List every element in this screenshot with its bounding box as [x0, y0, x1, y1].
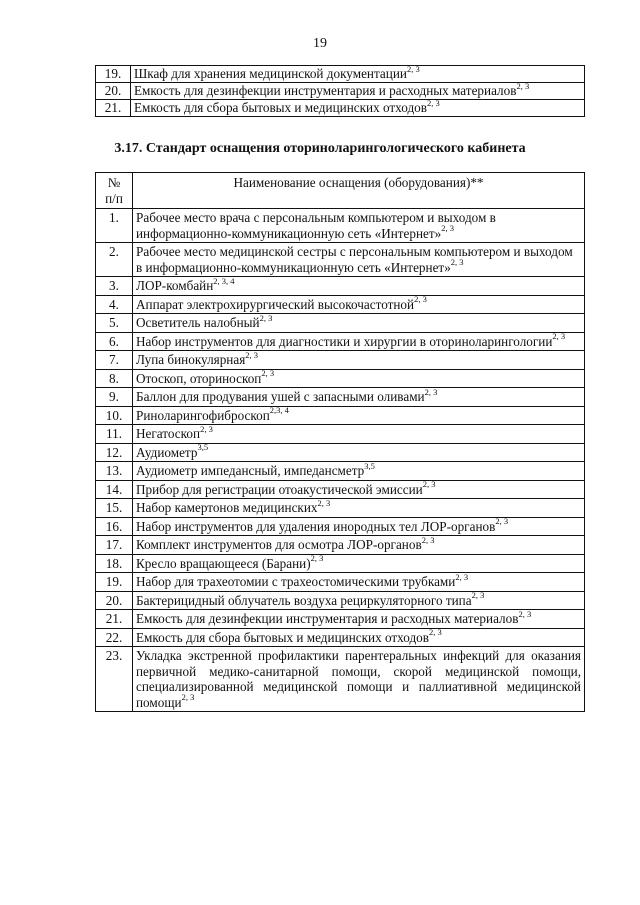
- equipment-name: [133, 332, 585, 351]
- row-number: 22.: [96, 628, 133, 647]
- equipment-name-text: Прибор для регистрации отоакустической эмиссии: [136, 481, 423, 497]
- equipment-name-text: Кресло вращающееся (Барани): [136, 555, 311, 571]
- equipment-name-text: Рабочее место медицинской сестры с персональным компьютером и выходом в информационно-коммуникационную сеть «Интернет»: [136, 244, 573, 275]
- footnote-ref: 2,3, 4: [269, 405, 289, 416]
- footnote-ref: 2, 3: [181, 692, 195, 703]
- row-number: 1.: [96, 209, 133, 243]
- table-row: [96, 388, 585, 407]
- table-header-row: [96, 173, 585, 209]
- row-number: 8.: [96, 369, 133, 388]
- row-number: 2.: [96, 243, 133, 277]
- row-number: 11.: [96, 425, 133, 444]
- equipment-name: [133, 610, 585, 629]
- table-row: [96, 351, 585, 370]
- table-row: [96, 83, 585, 100]
- equipment-name-text: Аппарат электрохирургический высокочастотной: [136, 296, 415, 312]
- equipment-name: [133, 554, 585, 573]
- row-number: 3.: [96, 277, 133, 296]
- equipment-name-text: Осветитель налобный: [136, 315, 260, 330]
- footnote-ref: 2, 3: [495, 516, 509, 527]
- table-row: [96, 243, 585, 277]
- footnote-ref: 2, 3: [424, 386, 438, 397]
- row-number: 5.: [96, 314, 133, 333]
- equipment-name: [133, 209, 585, 243]
- equipment-name: [133, 295, 585, 314]
- equipment-name: [133, 314, 585, 333]
- footnote-ref: 3,5: [364, 460, 375, 471]
- table-row: [96, 499, 585, 518]
- equipment-name: [133, 628, 585, 647]
- footnote-ref: 2, 3: [406, 63, 420, 74]
- equipment-name: [133, 573, 585, 592]
- equipment-name: [133, 425, 585, 444]
- equipment-table-body: [96, 209, 585, 712]
- equipment-name: [133, 591, 585, 610]
- equipment-name-text: Рабочее место врача с персональным компьютером и выходом в информационно-коммуникационную сеть «Интернет»: [136, 210, 496, 241]
- table-row: [96, 209, 585, 243]
- table-row: [96, 443, 585, 462]
- equipment-name: Шкаф для хранения медицинской документации$^{2, 3}$: [131, 66, 585, 83]
- table-row: [96, 295, 585, 314]
- table-row: [96, 628, 585, 647]
- equipment-name-text: ЛОР-комбайн: [136, 278, 214, 293]
- equipment-name: [133, 277, 585, 296]
- equipment-name: [133, 351, 585, 370]
- footnote-ref: 2, 3: [552, 331, 566, 342]
- footnote-ref: 2, 3: [516, 80, 530, 91]
- footnote-ref: 2, 3: [428, 627, 442, 638]
- footnote-ref: 2, 3: [310, 553, 324, 564]
- equipment-name-text: Набор инструментов для диагностики и хирургии в оториноларингологии: [136, 333, 553, 349]
- equipment-name-text: Набор для трахеотомии с трахеостомическими трубками: [136, 574, 456, 589]
- row-number: 4.: [96, 295, 133, 314]
- footnote-ref: 2, 3: [414, 294, 427, 305]
- equipment-name: [133, 243, 585, 277]
- table-row: [96, 610, 585, 629]
- equipment-name-text: Отоскоп, оториноскоп: [136, 370, 262, 386]
- continued-equipment-table: [95, 65, 585, 117]
- equipment-name: [133, 499, 585, 518]
- equipment-name: [133, 462, 585, 481]
- row-number: 21.: [96, 100, 131, 117]
- table-row: [96, 277, 585, 296]
- row-number: 17.: [96, 536, 133, 555]
- footnote-ref: 2, 3: [317, 497, 331, 508]
- equipment-name-text: Укладка экстренной профилактики парентеральных инфекций для оказания первичной медико-санитарной помощи, скорой медицинской помощи, специализированной медицинской помощи и паллиативной медицинской помощи: [136, 648, 581, 710]
- equipment-name: Емкость для дезинфекции инструментария и расходных материалов$^{2, 3}$: [131, 83, 585, 100]
- equipment-name: [133, 517, 585, 536]
- footnote-ref: 2, 3: [422, 479, 436, 490]
- row-number: 15.: [96, 499, 133, 518]
- table-row: [96, 406, 585, 425]
- row-number: 18.: [96, 554, 133, 573]
- footnote-ref: 2, 3: [518, 608, 532, 619]
- equipment-name-text: Аудиометр импедансный, импедансметр: [136, 463, 365, 478]
- table-row: [96, 573, 585, 592]
- row-number: 16.: [96, 517, 133, 536]
- header-num-abbrev: п/п: [105, 190, 123, 206]
- table-row: [96, 314, 585, 333]
- page-number: 19: [313, 36, 327, 51]
- footnote-ref: 2, 3: [259, 312, 273, 323]
- table-row: [96, 517, 585, 536]
- row-number: 9.: [96, 388, 133, 407]
- equipment-name-text: Набор камертонов медицинских: [136, 500, 318, 515]
- row-number: 12.: [96, 443, 133, 462]
- footnote-ref: 2, 3: [245, 349, 259, 360]
- footnote-ref: 2, 3: [455, 571, 469, 582]
- equipment-name: Емкость для сбора бытовых и медицинских отходов$^{2, 3}$: [131, 100, 585, 117]
- equipment-name: [133, 369, 585, 388]
- footnote-ref: 2, 3: [441, 223, 455, 234]
- table-row: [96, 462, 585, 481]
- table-row: [96, 480, 585, 499]
- equipment-name: [133, 536, 585, 555]
- table-row: [96, 425, 585, 444]
- row-number: 6.: [96, 332, 133, 351]
- equipment-name-text: Набор инструментов для удаления инородных тел ЛОР-органов: [136, 518, 496, 534]
- equipment-name-text: Емкость для сбора бытовых и медицинских отходов: [136, 629, 429, 645]
- table-row: [96, 554, 585, 573]
- header-num-symbol: №: [107, 175, 121, 190]
- table-row: [96, 332, 585, 351]
- table-row: [96, 100, 585, 117]
- row-number: 10.: [96, 406, 133, 425]
- footnote-ref: 2, 3: [421, 534, 435, 545]
- equipment-name: [133, 388, 585, 407]
- equipment-name: [133, 406, 585, 425]
- footnote-ref: 2, 3: [261, 368, 275, 379]
- footnote-ref: 2, 3: [450, 257, 464, 268]
- row-number: 23.: [96, 647, 133, 712]
- footnote-ref: 2, 3: [471, 590, 485, 601]
- footnote-ref: 2, 3: [200, 423, 213, 434]
- equipment-name-text: Аудиометр: [136, 444, 198, 460]
- section-title: 3.17. Стандарт оснащения оториноларингологического кабинета: [114, 141, 526, 156]
- equipment-name-text: Емкость для дезинфекции инструментария и расходных материалов: [136, 611, 519, 626]
- equipment-name-text: Лупа бинокулярная: [136, 352, 246, 367]
- equipment-name: [133, 647, 585, 712]
- table-row: [96, 647, 585, 712]
- row-number: 14.: [96, 480, 133, 499]
- equipment-table: [95, 172, 585, 712]
- equipment-name-text: Негатоскоп: [136, 426, 201, 441]
- equipment-name-text: Риноларингофиброскоп: [136, 407, 270, 423]
- row-number: 7.: [96, 351, 133, 370]
- row-number: 20.: [96, 83, 131, 100]
- footnote-ref: 2, 3, 4: [213, 275, 235, 286]
- row-number: 19.: [96, 573, 133, 592]
- equipment-name: [133, 480, 585, 499]
- table-row: [96, 369, 585, 388]
- row-number: 19.: [96, 66, 131, 83]
- table-row: [96, 591, 585, 610]
- row-number: 21.: [96, 610, 133, 629]
- equipment-name-text: Баллон для продувания ушей с запасными оливами: [136, 389, 425, 404]
- footnote-ref: 2, 3: [426, 97, 440, 108]
- table-row: [96, 536, 585, 555]
- row-number: 20.: [96, 591, 133, 610]
- column-header-name: Наименование оснащения (оборудования)**: [133, 173, 585, 209]
- equipment-name-text: Бактерицидный облучатель воздуха рециркуляторного типа: [136, 592, 472, 608]
- table-row: [96, 66, 585, 83]
- column-header-number: [96, 173, 133, 209]
- equipment-name: [133, 443, 585, 462]
- footnote-ref: 3,5: [197, 442, 209, 453]
- row-number: 13.: [96, 462, 133, 481]
- equipment-name-text: Комплект инструментов для осмотра ЛОР-органов: [136, 537, 422, 552]
